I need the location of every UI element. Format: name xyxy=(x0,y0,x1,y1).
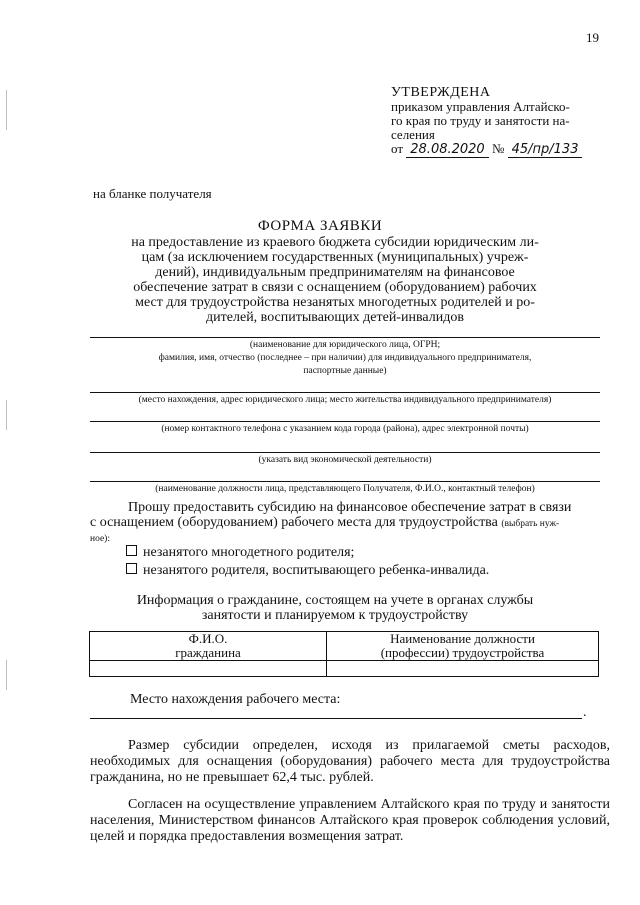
column-header-name xyxy=(90,632,327,661)
info-title xyxy=(115,593,555,623)
approval-date-row xyxy=(391,142,611,157)
number-prefix: № xyxy=(491,141,505,156)
column-header-position xyxy=(327,632,599,661)
approval-line: селения xyxy=(391,127,435,142)
caption-line: (наименование для юридического лица, ОГРН; xyxy=(249,340,441,350)
header-text: гражданина xyxy=(175,645,241,660)
blank-note: на бланке получателя xyxy=(93,186,212,201)
header-text: Наименование должности xyxy=(390,631,535,646)
workplace-label: Место нахождения рабочего места: xyxy=(130,692,341,707)
approval-date: 28.08.2020 xyxy=(406,142,488,158)
approval-title: УТВЕРЖДЕНА xyxy=(391,85,491,100)
contacts-line[interactable] xyxy=(90,452,600,453)
approval-line: го края по труду и занятости на- xyxy=(391,113,570,128)
option-disabled-child[interactable] xyxy=(126,563,489,579)
subtitle-line: на предоставление из краевого бюджета субсидии юридическим ли- xyxy=(131,235,539,250)
header-text: (профессии) трудоустройства xyxy=(380,645,545,660)
select-note: (выбрать нуж- xyxy=(501,519,560,529)
address-caption: (место нахождения, адрес юридического лица; место жительства индивидуального предпринимателя) xyxy=(138,395,552,405)
applicant-name-line[interactable] xyxy=(90,337,600,338)
date-prefix: от xyxy=(391,141,404,156)
citizen-info-table xyxy=(89,631,599,677)
request-line-2 xyxy=(90,515,610,532)
request-paragraph xyxy=(90,500,610,547)
page-number: 19 xyxy=(586,30,599,45)
option-label: незанятого родителя, воспитывающего ребенка-инвалида. xyxy=(143,563,490,578)
representative-caption: (наименование должности лица, представляющего Получателя, Ф.И.О., контактный телефон) xyxy=(155,484,535,494)
workplace-line[interactable] xyxy=(90,718,582,719)
checkbox-icon[interactable] xyxy=(126,563,137,574)
consent-paragraph: Согласен на осуществление управлением Алтайского края по труду и занятости населения, Министерством финансов Алтайского края проверок соблюдения условий, целей и порядка предоставления возмещения затрат. xyxy=(90,797,610,844)
workplace-end: . xyxy=(583,705,587,720)
subtitle-line: мест для трудоустройства незанятых многодетных родителей и ро- xyxy=(135,295,535,310)
page-edge-shadow xyxy=(6,90,7,130)
page-edge-shadow xyxy=(6,400,7,430)
option-many-children[interactable] xyxy=(126,545,354,561)
position-cell[interactable] xyxy=(327,661,599,677)
activity-line[interactable] xyxy=(90,481,600,482)
subtitle-line: цам (за исключением государственных (муниципальных) учреж- xyxy=(141,250,529,265)
request-text: с оснащением (оборудованием) рабочего места для трудоустройства xyxy=(90,515,498,530)
approval-block xyxy=(391,86,611,157)
applicant-name-caption xyxy=(90,339,600,378)
info-title-line: занятости и планируемом к трудоустройству xyxy=(201,608,469,623)
caption-line: паспортные данные) xyxy=(303,366,387,376)
page-edge-shadow xyxy=(6,660,7,690)
subtitle-line: дений), индивидуальным предпринимателям на финансовое xyxy=(155,265,515,280)
contacts-caption: (номер контактного телефона с указанием кода города (района), адрес электронной почты) xyxy=(161,424,529,434)
form-title: ФОРМА ЗАЯВКИ xyxy=(257,218,383,234)
form-subtitle xyxy=(115,235,555,325)
subtitle-line: обеспечение затрат в связи с оснащением (оборудованием) рабочих xyxy=(133,280,537,295)
applicant-name-line-2[interactable] xyxy=(90,392,600,393)
address-line[interactable] xyxy=(90,421,600,422)
table-header-row xyxy=(90,632,599,661)
table-row xyxy=(90,661,599,677)
caption-line: фамилия, имя, отчество (последнее – при наличии) для индивидуального предпринимателя, xyxy=(158,353,532,363)
checkbox-icon[interactable] xyxy=(126,545,137,556)
info-title-line: Информация о гражданине, состоящем на учете в органах службы xyxy=(136,593,534,608)
select-note-end: ное): xyxy=(90,534,110,544)
request-line-1: Прошу предоставить субсидию на финансовое обеспечение затрат в связи xyxy=(128,500,572,515)
approval-line: приказом управления Алтайско- xyxy=(391,99,570,114)
header-text: Ф.И.О. xyxy=(188,631,228,646)
name-cell[interactable] xyxy=(90,661,327,677)
activity-caption: (указать вид экономической деятельности) xyxy=(258,455,432,465)
subsidy-paragraph: Размер субсидии определен, исходя из прилагаемой сметы расходов, необходимых для оснащения (оборудования) рабочего места для трудоустройства гражданина, но не превышает 62,4 тыс. рублей. xyxy=(90,738,610,785)
approval-number: 45/пр/133 xyxy=(508,142,583,158)
subtitle-line: дителей, воспитывающих детей-инвалидов xyxy=(206,310,464,325)
option-label: незанятого многодетного родителя; xyxy=(143,545,355,560)
